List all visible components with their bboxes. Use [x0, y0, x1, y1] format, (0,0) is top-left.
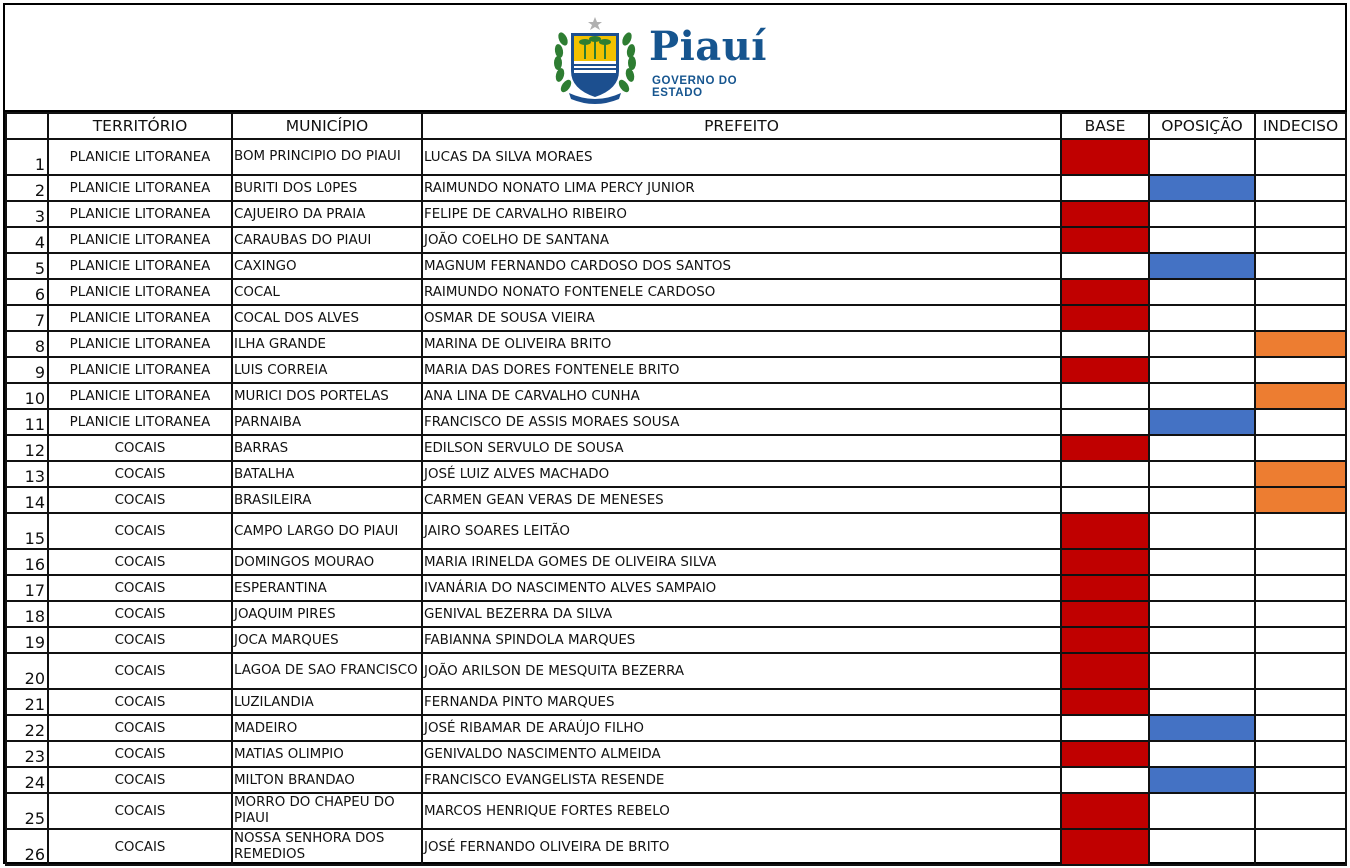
row-number: 11: [6, 409, 48, 435]
indeciso-cell: [1255, 741, 1346, 767]
base-cell: [1061, 357, 1149, 383]
oposicao-cell: [1149, 331, 1255, 357]
municipio-cell: MURICI DOS PORTELAS: [232, 383, 422, 409]
indeciso-cell: [1255, 627, 1346, 653]
indeciso-cell: [1255, 767, 1346, 793]
prefeito-cell: MARIA IRINELDA GOMES DE OLIVEIRA SILVA: [422, 549, 1061, 575]
base-cell: [1061, 201, 1149, 227]
row-number: 25: [6, 793, 48, 829]
row-number: 10: [6, 383, 48, 409]
indeciso-cell: [1255, 601, 1346, 627]
oposicao-cell: [1149, 767, 1255, 793]
municipio-cell: DOMINGOS MOURAO: [232, 549, 422, 575]
prefeito-cell: JOSÉ RIBAMAR DE ARAÚJO FILHO: [422, 715, 1061, 741]
mayors-table: [5, 112, 1347, 866]
logo-title: Piauí: [649, 23, 767, 70]
oposicao-cell: [1149, 575, 1255, 601]
indeciso-cell: [1255, 829, 1346, 865]
prefeito-cell: FERNANDA PINTO MARQUES: [422, 689, 1061, 715]
prefeito-cell: MARINA DE OLIVEIRA BRITO: [422, 331, 1061, 357]
oposicao-cell: [1149, 689, 1255, 715]
row-number: 20: [6, 653, 48, 689]
territorio-cell: PLANICIE LITORANEA: [48, 201, 232, 227]
territorio-cell: COCAIS: [48, 741, 232, 767]
prefeito-cell: ANA LINA DE CARVALHO CUNHA: [422, 383, 1061, 409]
row-number: 23: [6, 741, 48, 767]
municipio-cell: LUZILANDIA: [232, 689, 422, 715]
prefeito-cell: MARCOS HENRIQUE FORTES REBELO: [422, 793, 1061, 829]
territorio-cell: COCAIS: [48, 549, 232, 575]
row-number: 16: [6, 549, 48, 575]
state-seal-icon: [549, 13, 641, 105]
base-cell: [1061, 383, 1149, 409]
indeciso-cell: [1255, 435, 1346, 461]
base-cell: [1061, 331, 1149, 357]
territorio-cell: COCAIS: [48, 793, 232, 829]
indeciso-cell: [1255, 227, 1346, 253]
municipio-cell: BOM PRINCIPIO DO PIAUI: [232, 139, 422, 175]
municipio-cell: CAMPO LARGO DO PIAUI: [232, 513, 422, 549]
table-row: [6, 741, 1346, 767]
row-number: 18: [6, 601, 48, 627]
prefeito-cell: FRANCISCO EVANGELISTA RESENDE: [422, 767, 1061, 793]
municipio-cell: BRASILEIRA: [232, 487, 422, 513]
municipio-cell: CARAUBAS DO PIAUI: [232, 227, 422, 253]
prefeito-cell: JAIRO SOARES LEITÃO: [422, 513, 1061, 549]
row-number: 24: [6, 767, 48, 793]
base-cell: [1061, 829, 1149, 865]
prefeito-cell: GENIVALDO NASCIMENTO ALMEIDA: [422, 741, 1061, 767]
oposicao-cell: [1149, 305, 1255, 331]
row-number: 4: [6, 227, 48, 253]
territorio-cell: COCAIS: [48, 627, 232, 653]
table-row: [6, 201, 1346, 227]
base-cell: [1061, 461, 1149, 487]
base-cell: [1061, 487, 1149, 513]
row-number: 8: [6, 331, 48, 357]
row-number: 15: [6, 513, 48, 549]
base-cell: [1061, 139, 1149, 175]
table-row: [6, 435, 1346, 461]
indeciso-cell: [1255, 409, 1346, 435]
territorio-cell: PLANICIE LITORANEA: [48, 227, 232, 253]
oposicao-cell: [1149, 741, 1255, 767]
territorio-cell: COCAIS: [48, 513, 232, 549]
oposicao-cell: [1149, 513, 1255, 549]
base-cell: [1061, 601, 1149, 627]
oposicao-cell: [1149, 601, 1255, 627]
indeciso-cell: [1255, 139, 1346, 175]
table-header-row: [6, 113, 1346, 139]
base-cell: [1061, 305, 1149, 331]
prefeito-cell: RAIMUNDO NONATO FONTENELE CARDOSO: [422, 279, 1061, 305]
table-row: [6, 653, 1346, 689]
oposicao-cell: [1149, 549, 1255, 575]
oposicao-cell: [1149, 461, 1255, 487]
oposicao-cell: [1149, 409, 1255, 435]
oposicao-cell: [1149, 627, 1255, 653]
oposicao-cell: [1149, 715, 1255, 741]
territorio-cell: COCAIS: [48, 715, 232, 741]
table-row: [6, 575, 1346, 601]
table-row: [6, 357, 1346, 383]
base-cell: [1061, 549, 1149, 575]
indeciso-cell: [1255, 331, 1346, 357]
row-number: 26: [6, 829, 48, 865]
header-index: [6, 113, 48, 139]
base-cell: [1061, 409, 1149, 435]
prefeito-cell: OSMAR DE SOUSA VIEIRA: [422, 305, 1061, 331]
indeciso-cell: [1255, 461, 1346, 487]
municipio-cell: LAGOA DE SAO FRANCISCO: [232, 653, 422, 689]
territorio-cell: COCAIS: [48, 601, 232, 627]
piaui-government-logo: [549, 13, 789, 105]
indeciso-cell: [1255, 793, 1346, 829]
table-row: [6, 139, 1346, 175]
territorio-cell: COCAIS: [48, 689, 232, 715]
table-row: [6, 767, 1346, 793]
prefeito-cell: LUCAS DA SILVA MORAES: [422, 139, 1061, 175]
base-cell: [1061, 227, 1149, 253]
row-number: 13: [6, 461, 48, 487]
table-row: [6, 253, 1346, 279]
table-row: [6, 601, 1346, 627]
municipio-cell: MATIAS OLIMPIO: [232, 741, 422, 767]
territorio-cell: PLANICIE LITORANEA: [48, 253, 232, 279]
header-municipio: MUNICÍPIO: [232, 113, 422, 139]
header-base: BASE: [1061, 113, 1149, 139]
oposicao-cell: [1149, 383, 1255, 409]
table-row: [6, 689, 1346, 715]
prefeito-cell: CARMEN GEAN VERAS DE MENESES: [422, 487, 1061, 513]
prefeito-cell: JOSÉ FERNANDO OLIVEIRA DE BRITO: [422, 829, 1061, 865]
territorio-cell: PLANICIE LITORANEA: [48, 357, 232, 383]
territorio-cell: COCAIS: [48, 487, 232, 513]
base-cell: [1061, 653, 1149, 689]
territorio-cell: PLANICIE LITORANEA: [48, 409, 232, 435]
municipio-cell: JOAQUIM PIRES: [232, 601, 422, 627]
spreadsheet-page: [3, 3, 1347, 864]
municipio-cell: CAXINGO: [232, 253, 422, 279]
prefeito-cell: MAGNUM FERNANDO CARDOSO DOS SANTOS: [422, 253, 1061, 279]
row-number: 19: [6, 627, 48, 653]
municipio-cell: COCAL: [232, 279, 422, 305]
municipio-cell: MILTON BRANDAO: [232, 767, 422, 793]
indeciso-cell: [1255, 279, 1346, 305]
table-row: [6, 715, 1346, 741]
territorio-cell: PLANICIE LITORANEA: [48, 331, 232, 357]
table-row: [6, 829, 1346, 865]
indeciso-cell: [1255, 357, 1346, 383]
table-row: [6, 279, 1346, 305]
base-cell: [1061, 767, 1149, 793]
municipio-cell: MORRO DO CHAPEU DO PIAUI: [232, 793, 422, 829]
municipio-cell: JOCA MARQUES: [232, 627, 422, 653]
indeciso-cell: [1255, 549, 1346, 575]
table-row: [6, 627, 1346, 653]
prefeito-cell: FABIANNA SPINDOLA MARQUES: [422, 627, 1061, 653]
oposicao-cell: [1149, 357, 1255, 383]
municipio-cell: NOSSA SENHORA DOS REMEDIOS: [232, 829, 422, 865]
indeciso-cell: [1255, 175, 1346, 201]
territorio-cell: PLANICIE LITORANEA: [48, 305, 232, 331]
indeciso-cell: [1255, 689, 1346, 715]
oposicao-cell: [1149, 487, 1255, 513]
table-row: [6, 331, 1346, 357]
base-cell: [1061, 513, 1149, 549]
table-row: [6, 461, 1346, 487]
territorio-cell: PLANICIE LITORANEA: [48, 139, 232, 175]
oposicao-cell: [1149, 227, 1255, 253]
indeciso-cell: [1255, 201, 1346, 227]
table-row: [6, 549, 1346, 575]
municipio-cell: PARNAIBA: [232, 409, 422, 435]
row-number: 3: [6, 201, 48, 227]
row-number: 14: [6, 487, 48, 513]
indeciso-cell: [1255, 305, 1346, 331]
base-cell: [1061, 279, 1149, 305]
oposicao-cell: [1149, 829, 1255, 865]
prefeito-cell: MARIA DAS DORES FONTENELE BRITO: [422, 357, 1061, 383]
indeciso-cell: [1255, 513, 1346, 549]
row-number: 17: [6, 575, 48, 601]
indeciso-cell: [1255, 487, 1346, 513]
territorio-cell: COCAIS: [48, 461, 232, 487]
oposicao-cell: [1149, 653, 1255, 689]
municipio-cell: CAJUEIRO DA PRAIA: [232, 201, 422, 227]
row-number: 7: [6, 305, 48, 331]
territorio-cell: COCAIS: [48, 575, 232, 601]
table-row: [6, 227, 1346, 253]
header-oposicao: OPOSIÇÃO: [1149, 113, 1255, 139]
row-number: 21: [6, 689, 48, 715]
row-number: 1: [6, 139, 48, 175]
territorio-cell: PLANICIE LITORANEA: [48, 383, 232, 409]
municipio-cell: BATALHA: [232, 461, 422, 487]
prefeito-cell: JOSÉ LUIZ ALVES MACHADO: [422, 461, 1061, 487]
row-number: 9: [6, 357, 48, 383]
municipio-cell: ILHA GRANDE: [232, 331, 422, 357]
indeciso-cell: [1255, 653, 1346, 689]
municipio-cell: BURITI DOS L0PES: [232, 175, 422, 201]
base-cell: [1061, 793, 1149, 829]
table-row: [6, 305, 1346, 331]
indeciso-cell: [1255, 715, 1346, 741]
base-cell: [1061, 715, 1149, 741]
prefeito-cell: GENIVAL BEZERRA DA SILVA: [422, 601, 1061, 627]
header-territorio: TERRITÓRIO: [48, 113, 232, 139]
territorio-cell: COCAIS: [48, 767, 232, 793]
oposicao-cell: [1149, 201, 1255, 227]
territorio-cell: COCAIS: [48, 653, 232, 689]
prefeito-cell: FELIPE DE CARVALHO RIBEIRO: [422, 201, 1061, 227]
territorio-cell: PLANICIE LITORANEA: [48, 175, 232, 201]
oposicao-cell: [1149, 793, 1255, 829]
header-indeciso: INDECISO: [1255, 113, 1346, 139]
row-number: 22: [6, 715, 48, 741]
oposicao-cell: [1149, 139, 1255, 175]
oposicao-cell: [1149, 253, 1255, 279]
table-row: [6, 793, 1346, 829]
table-row: [6, 487, 1346, 513]
prefeito-cell: JOÃO COELHO DE SANTANA: [422, 227, 1061, 253]
prefeito-cell: RAIMUNDO NONATO LIMA PERCY JUNIOR: [422, 175, 1061, 201]
base-cell: [1061, 575, 1149, 601]
base-cell: [1061, 435, 1149, 461]
prefeito-cell: EDILSON SERVULO DE SOUSA: [422, 435, 1061, 461]
table-row: [6, 513, 1346, 549]
oposicao-cell: [1149, 175, 1255, 201]
municipio-cell: BARRAS: [232, 435, 422, 461]
page-header: [5, 5, 1345, 112]
territorio-cell: COCAIS: [48, 829, 232, 865]
row-number: 5: [6, 253, 48, 279]
territorio-cell: COCAIS: [48, 435, 232, 461]
oposicao-cell: [1149, 279, 1255, 305]
prefeito-cell: FRANCISCO DE ASSIS MORAES SOUSA: [422, 409, 1061, 435]
municipio-cell: MADEIRO: [232, 715, 422, 741]
row-number: 2: [6, 175, 48, 201]
table-row: [6, 409, 1346, 435]
logo-subtitle: GOVERNO DO ESTADO: [652, 75, 738, 99]
base-cell: [1061, 627, 1149, 653]
table-row: [6, 383, 1346, 409]
row-number: 12: [6, 435, 48, 461]
base-cell: [1061, 175, 1149, 201]
prefeito-cell: JOÃO ARILSON DE MESQUITA BEZERRA: [422, 653, 1061, 689]
municipio-cell: ESPERANTINA: [232, 575, 422, 601]
indeciso-cell: [1255, 383, 1346, 409]
base-cell: [1061, 689, 1149, 715]
prefeito-cell: IVANÁRIA DO NASCIMENTO ALVES SAMPAIO: [422, 575, 1061, 601]
indeciso-cell: [1255, 253, 1346, 279]
municipio-cell: COCAL DOS ALVES: [232, 305, 422, 331]
base-cell: [1061, 253, 1149, 279]
indeciso-cell: [1255, 575, 1346, 601]
municipio-cell: LUIS CORREIA: [232, 357, 422, 383]
territorio-cell: PLANICIE LITORANEA: [48, 279, 232, 305]
table-row: [6, 175, 1346, 201]
oposicao-cell: [1149, 435, 1255, 461]
row-number: 6: [6, 279, 48, 305]
base-cell: [1061, 741, 1149, 767]
header-prefeito: PREFEITO: [422, 113, 1061, 139]
